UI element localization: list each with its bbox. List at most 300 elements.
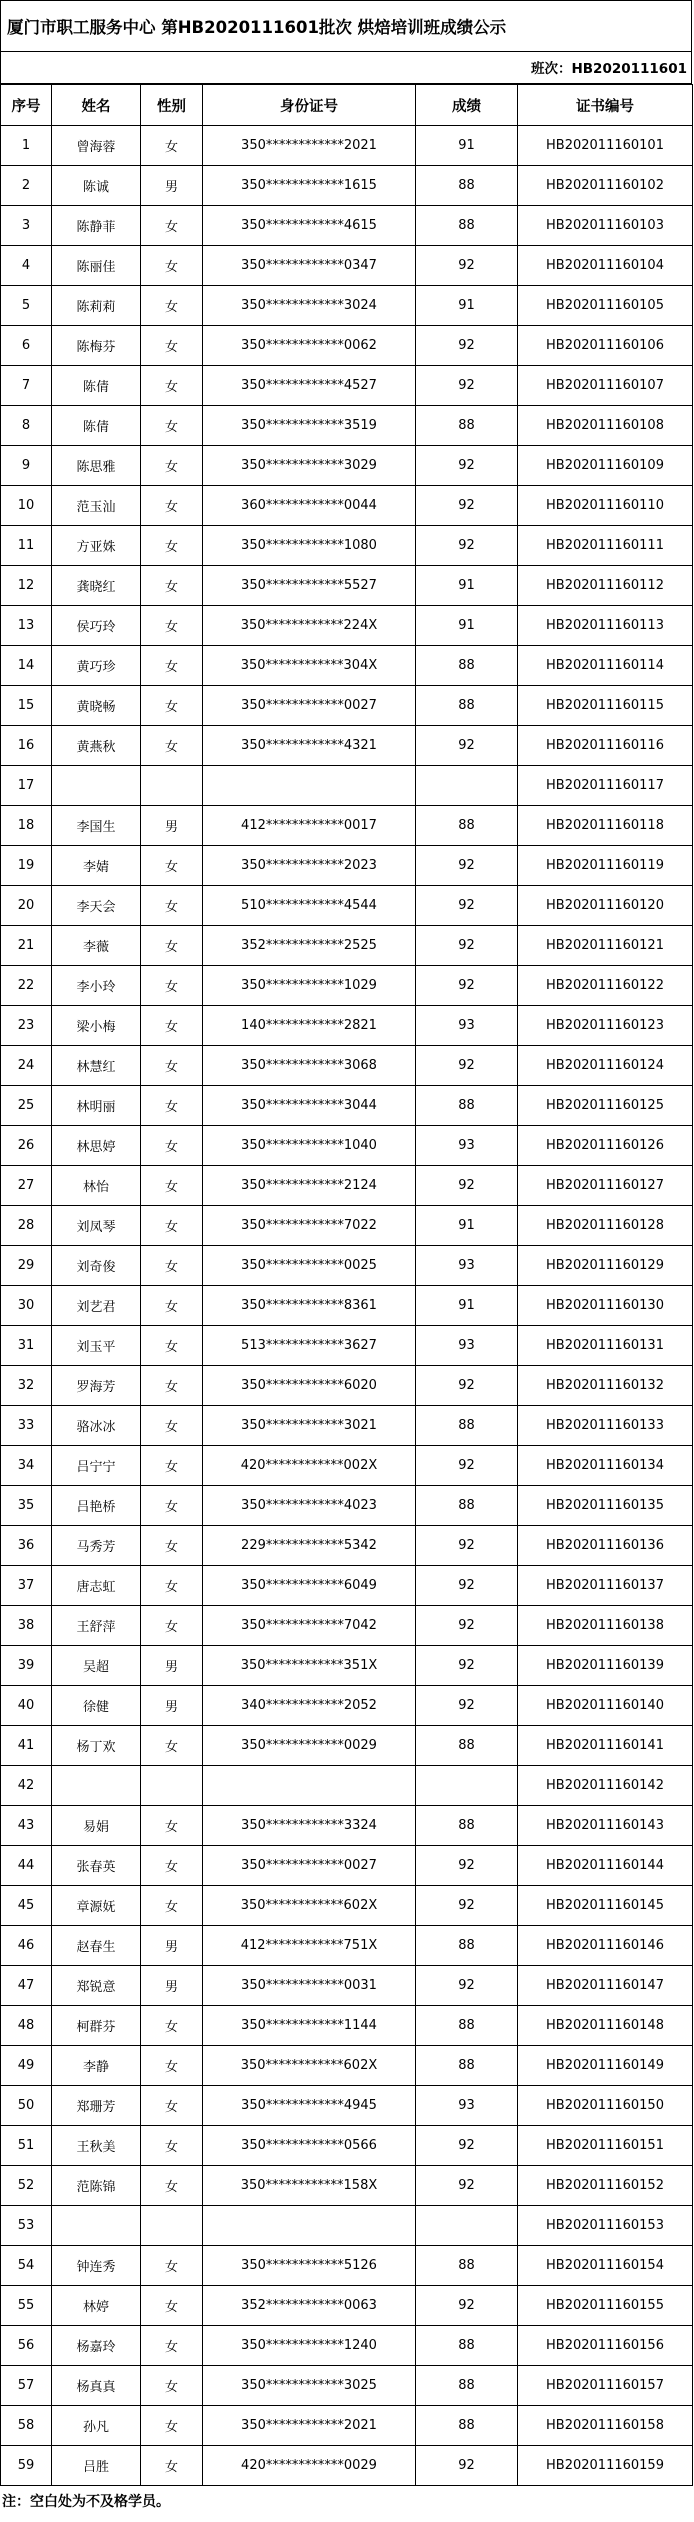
cell-gender: 女 [141,1246,203,1286]
cell-name: 黄巧珍 [52,646,141,686]
cell-gender: 女 [141,686,203,726]
cell-score: 88 [416,206,518,246]
table-row [1,366,693,406]
cell-gender: 女 [141,526,203,566]
cell-seq: 22 [1,966,52,1006]
cell-score: 92 [416,446,518,486]
cell-score: 88 [416,646,518,686]
cell-score: 92 [416,526,518,566]
cell-id-number: 350************3044 [203,1086,416,1126]
cell-gender: 女 [141,1286,203,1326]
table-row [1,246,693,286]
cell-gender: 女 [141,2326,203,2366]
cell-gender: 女 [141,966,203,1006]
cell-name: 龚晓红 [52,566,141,606]
cell-score: 92 [416,1366,518,1406]
cell-gender: 女 [141,2086,203,2126]
cell-certificate: HB202011160131 [518,1326,693,1366]
cell-id-number: 350************2124 [203,1166,416,1206]
cell-seq: 4 [1,246,52,286]
cell-seq: 14 [1,646,52,686]
cell-name [52,766,141,806]
cell-score: 92 [416,2166,518,2206]
table-row [1,486,693,526]
cell-name: 柯群芬 [52,2006,141,2046]
table-row [1,1526,693,1566]
cell-name [52,2206,141,2246]
cell-name: 梁小梅 [52,1006,141,1046]
table-row [1,606,693,646]
header-row [1,85,693,126]
cell-score: 92 [416,726,518,766]
cell-seq: 28 [1,1206,52,1246]
cell-seq: 31 [1,1326,52,1366]
table-row [1,1326,693,1366]
cell-score: 92 [416,1966,518,2006]
cell-name: 李薇 [52,926,141,966]
cell-name: 方亚姝 [52,526,141,566]
table-row [1,1046,693,1086]
cell-gender: 女 [141,1726,203,1766]
cell-seq: 19 [1,846,52,886]
cell-name: 黄燕秋 [52,726,141,766]
page-title: 厦门市职工服务中心 第HB2020111601批次 烘焙培训班成绩公示 [0,0,692,52]
table-row [1,1806,693,1846]
cell-seq: 58 [1,2406,52,2446]
cell-score: 92 [416,326,518,366]
cell-id-number: 350************0027 [203,1846,416,1886]
cell-seq: 18 [1,806,52,846]
cell-name: 黄晓畅 [52,686,141,726]
table-row [1,1206,693,1246]
cell-certificate: HB202011160150 [518,2086,693,2126]
cell-certificate: HB202011160134 [518,1446,693,1486]
cell-gender: 男 [141,1646,203,1686]
cell-name: 李静 [52,2046,141,2086]
cell-certificate: HB202011160119 [518,846,693,886]
cell-id-number: 350************6020 [203,1366,416,1406]
cell-name: 林明丽 [52,1086,141,1126]
header-id-number: 身份证号 [203,85,416,126]
table-row [1,1726,693,1766]
cell-id-number: 350************4615 [203,206,416,246]
cell-gender: 女 [141,1446,203,1486]
cell-score: 91 [416,286,518,326]
cell-seq: 59 [1,2446,52,2486]
cell-gender: 女 [141,1006,203,1046]
cell-seq: 2 [1,166,52,206]
cell-name: 易娟 [52,1806,141,1846]
cell-certificate: HB202011160113 [518,606,693,646]
cell-seq: 1 [1,126,52,166]
cell-gender: 女 [141,486,203,526]
cell-name: 吕胜 [52,2446,141,2486]
cell-id-number: 229************5342 [203,1526,416,1566]
cell-id-number: 350************1240 [203,2326,416,2366]
cell-score: 92 [416,926,518,966]
cell-gender: 女 [141,606,203,646]
cell-certificate: HB202011160135 [518,1486,693,1526]
table-row [1,286,693,326]
cell-certificate: HB202011160126 [518,1126,693,1166]
cell-seq: 41 [1,1726,52,1766]
cell-seq: 27 [1,1166,52,1206]
cell-score: 88 [416,2006,518,2046]
table-row [1,526,693,566]
cell-certificate: HB202011160152 [518,2166,693,2206]
cell-gender: 女 [141,1606,203,1646]
cell-certificate: HB202011160129 [518,1246,693,1286]
cell-certificate: HB202011160155 [518,2286,693,2326]
cell-id-number: 352************0063 [203,2286,416,2326]
cell-certificate: HB202011160101 [518,126,693,166]
cell-certificate: HB202011160133 [518,1406,693,1446]
table-row [1,1926,693,1966]
cell-name [52,1766,141,1806]
table-row [1,326,693,366]
cell-seq: 32 [1,1366,52,1406]
cell-certificate: HB202011160145 [518,1886,693,1926]
cell-id-number: 350************6049 [203,1566,416,1606]
header-seq: 序号 [1,85,52,126]
cell-id-number: 350************2023 [203,846,416,886]
cell-id-number: 350************602X [203,1886,416,1926]
cell-certificate: HB202011160132 [518,1366,693,1406]
cell-score: 91 [416,1206,518,1246]
cell-gender: 女 [141,2006,203,2046]
cell-gender: 女 [141,286,203,326]
table-row [1,1566,693,1606]
cell-id-number: 350************4023 [203,1486,416,1526]
cell-id-number: 513************3627 [203,1326,416,1366]
table-row [1,166,693,206]
cell-name: 陈丽佳 [52,246,141,286]
table-row [1,646,693,686]
table-row [1,206,693,246]
cell-seq: 39 [1,1646,52,1686]
table-row [1,1126,693,1166]
results-table [0,84,693,2486]
table-row [1,926,693,966]
table-row [1,1606,693,1646]
table-row [1,1006,693,1046]
cell-gender: 女 [141,2246,203,2286]
cell-score: 92 [416,846,518,886]
cell-score: 93 [416,1126,518,1166]
cell-name: 刘玉平 [52,1326,141,1366]
cell-certificate: HB202011160114 [518,646,693,686]
cell-seq: 33 [1,1406,52,1446]
cell-seq: 11 [1,526,52,566]
table-row [1,2046,693,2086]
cell-seq: 15 [1,686,52,726]
cell-name: 林慧红 [52,1046,141,1086]
table-row [1,1246,693,1286]
cell-certificate: HB202011160149 [518,2046,693,2086]
cell-id-number: 350************8361 [203,1286,416,1326]
cell-id-number: 350************4527 [203,366,416,406]
cell-id-number: 350************3324 [203,1806,416,1846]
cell-seq: 55 [1,2286,52,2326]
cell-certificate: HB202011160148 [518,2006,693,2046]
table-row [1,2126,693,2166]
cell-seq: 17 [1,766,52,806]
cell-score: 88 [416,806,518,846]
cell-name: 刘奇俊 [52,1246,141,1286]
cell-gender: 男 [141,1686,203,1726]
cell-score: 92 [416,1686,518,1726]
cell-seq: 8 [1,406,52,446]
cell-seq: 16 [1,726,52,766]
cell-seq: 24 [1,1046,52,1086]
cell-id-number: 350************3021 [203,1406,416,1446]
table-body [1,126,693,2486]
cell-id-number: 350************224X [203,606,416,646]
cell-score: 91 [416,126,518,166]
cell-id-number: 350************0062 [203,326,416,366]
cell-score: 88 [416,1926,518,1966]
cell-id-number: 350************3068 [203,1046,416,1086]
cell-seq: 42 [1,1766,52,1806]
cell-score: 93 [416,1326,518,1366]
cell-id-number: 350************4945 [203,2086,416,2126]
cell-gender: 男 [141,166,203,206]
cell-certificate: HB202011160143 [518,1806,693,1846]
cell-id-number: 350************158X [203,2166,416,2206]
cell-name: 陈梅芬 [52,326,141,366]
cell-seq: 44 [1,1846,52,1886]
cell-name: 侯巧玲 [52,606,141,646]
cell-id-number [203,766,416,806]
cell-seq: 35 [1,1486,52,1526]
cell-score: 92 [416,1446,518,1486]
cell-gender: 女 [141,566,203,606]
cell-id-number: 350************3025 [203,2366,416,2406]
cell-id-number: 350************1144 [203,2006,416,2046]
header-gender: 性别 [141,85,203,126]
cell-gender: 女 [141,2446,203,2486]
table-row [1,406,693,446]
cell-score: 91 [416,566,518,606]
cell-id-number: 350************2021 [203,126,416,166]
cell-score: 92 [416,1606,518,1646]
cell-score: 92 [416,1046,518,1086]
table-row [1,2166,693,2206]
cell-gender: 女 [141,1486,203,1526]
cell-seq: 51 [1,2126,52,2166]
table-row [1,1486,693,1526]
table-row [1,1406,693,1446]
cell-certificate: HB202011160139 [518,1646,693,1686]
cell-score: 93 [416,2086,518,2126]
table-row [1,1646,693,1686]
table-row [1,686,693,726]
cell-seq: 13 [1,606,52,646]
cell-name: 李小玲 [52,966,141,1006]
cell-seq: 29 [1,1246,52,1286]
cell-certificate: HB202011160124 [518,1046,693,1086]
cell-score: 92 [416,966,518,1006]
cell-certificate: HB202011160122 [518,966,693,1006]
table-row [1,1166,693,1206]
cell-certificate: HB202011160107 [518,366,693,406]
cell-id-number: 420************0029 [203,2446,416,2486]
cell-certificate: HB202011160146 [518,1926,693,1966]
cell-seq: 12 [1,566,52,606]
cell-certificate: HB202011160130 [518,1286,693,1326]
table-row [1,806,693,846]
cell-seq: 6 [1,326,52,366]
cell-seq: 7 [1,366,52,406]
cell-id-number: 350************7042 [203,1606,416,1646]
cell-name: 李国生 [52,806,141,846]
cell-seq: 26 [1,1126,52,1166]
cell-score: 92 [416,246,518,286]
cell-gender: 女 [141,926,203,966]
cell-id-number: 350************5126 [203,2246,416,2286]
table-row [1,2286,693,2326]
cell-gender: 男 [141,806,203,846]
cell-gender: 女 [141,2046,203,2086]
cell-name: 刘凤琴 [52,1206,141,1246]
cell-id-number: 350************304X [203,646,416,686]
cell-score: 88 [416,166,518,206]
table-row [1,1886,693,1926]
cell-score: 92 [416,1886,518,1926]
cell-score [416,766,518,806]
cell-id-number: 350************1615 [203,166,416,206]
cell-seq: 10 [1,486,52,526]
cell-score: 88 [416,2246,518,2286]
cell-gender: 女 [141,2406,203,2446]
table-row [1,2446,693,2486]
cell-name: 杨丁欢 [52,1726,141,1766]
table-row [1,2366,693,2406]
cell-name: 王秋美 [52,2126,141,2166]
cell-name: 杨嘉玲 [52,2326,141,2366]
cell-certificate: HB202011160127 [518,1166,693,1206]
cell-gender: 女 [141,646,203,686]
cell-seq: 45 [1,1886,52,1926]
cell-seq: 25 [1,1086,52,1126]
cell-score: 92 [416,1566,518,1606]
table-row [1,966,693,1006]
cell-name: 罗海芳 [52,1366,141,1406]
cell-gender [141,2206,203,2246]
cell-gender: 女 [141,1206,203,1246]
cell-score: 88 [416,2406,518,2446]
cell-id-number: 350************0566 [203,2126,416,2166]
cell-seq: 5 [1,286,52,326]
cell-seq: 38 [1,1606,52,1646]
cell-gender: 女 [141,1086,203,1126]
cell-certificate: HB202011160144 [518,1846,693,1886]
cell-seq: 3 [1,206,52,246]
cell-certificate: HB202011160118 [518,806,693,846]
cell-name: 徐健 [52,1686,141,1726]
cell-score: 91 [416,606,518,646]
cell-score [416,1766,518,1806]
cell-name: 吕宁宁 [52,1446,141,1486]
cell-gender: 女 [141,1126,203,1166]
cell-gender: 女 [141,2286,203,2326]
table-row [1,726,693,766]
cell-score: 92 [416,2446,518,2486]
table-row [1,2326,693,2366]
cell-name: 陈倩 [52,366,141,406]
cell-score: 92 [416,886,518,926]
cell-id-number: 510************4544 [203,886,416,926]
cell-seq: 56 [1,2326,52,2366]
cell-name: 张春英 [52,1846,141,1886]
cell-name: 林婷 [52,2286,141,2326]
cell-gender [141,766,203,806]
cell-score: 92 [416,486,518,526]
cell-gender: 女 [141,1886,203,1926]
cell-id-number: 340************2052 [203,1686,416,1726]
cell-id-number: 350************1080 [203,526,416,566]
cell-certificate: HB202011160153 [518,2206,693,2246]
cell-id-number: 350************1040 [203,1126,416,1166]
cell-gender: 女 [141,366,203,406]
header-score: 成绩 [416,85,518,126]
table-row [1,1846,693,1886]
table-row [1,2086,693,2126]
cell-score: 88 [416,1806,518,1846]
cell-score: 93 [416,1246,518,1286]
table-row [1,1966,693,2006]
cell-score: 91 [416,1286,518,1326]
cell-gender: 女 [141,206,203,246]
cell-name: 杨真真 [52,2366,141,2406]
cell-certificate: HB202011160116 [518,726,693,766]
cell-seq: 43 [1,1806,52,1846]
cell-certificate: HB202011160140 [518,1686,693,1726]
cell-seq: 23 [1,1006,52,1046]
table-row [1,2206,693,2246]
cell-certificate: HB202011160138 [518,1606,693,1646]
cell-name: 刘艺君 [52,1286,141,1326]
cell-seq: 54 [1,2246,52,2286]
cell-seq: 48 [1,2006,52,2046]
cell-gender: 女 [141,1166,203,1206]
cell-id-number: 350************0029 [203,1726,416,1766]
cell-id-number: 412************751X [203,1926,416,1966]
cell-id-number: 350************0347 [203,246,416,286]
cell-score: 93 [416,1006,518,1046]
cell-name: 曾海蓉 [52,126,141,166]
cell-id-number: 352************2525 [203,926,416,966]
cell-seq: 47 [1,1966,52,2006]
cell-certificate: HB202011160110 [518,486,693,526]
cell-certificate: HB202011160123 [518,1006,693,1046]
table-row [1,1366,693,1406]
cell-certificate: HB202011160121 [518,926,693,966]
cell-gender: 女 [141,2126,203,2166]
cell-name: 马秀芳 [52,1526,141,1566]
cell-seq: 21 [1,926,52,966]
cell-name: 章源妩 [52,1886,141,1926]
batch-label: 班次：HB2020111601 [0,51,692,84]
cell-certificate: HB202011160158 [518,2406,693,2446]
table-row [1,1286,693,1326]
cell-seq: 34 [1,1446,52,1486]
table-row [1,446,693,486]
table-row [1,126,693,166]
cell-seq: 50 [1,2086,52,2126]
cell-certificate: HB202011160142 [518,1766,693,1806]
cell-name: 林怡 [52,1166,141,1206]
